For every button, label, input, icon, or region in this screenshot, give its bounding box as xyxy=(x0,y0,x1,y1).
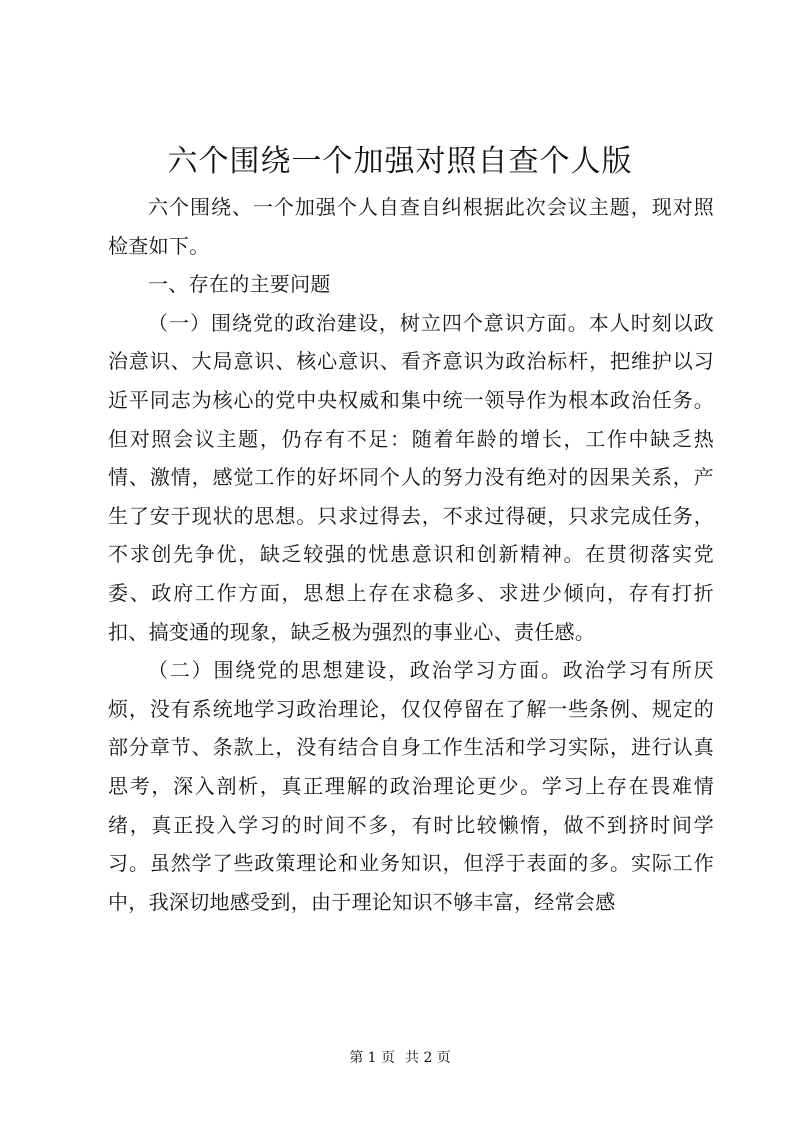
page-number: 第 1 页 xyxy=(349,1050,395,1066)
document-title: 六个围绕一个加强对照自查个人版 xyxy=(167,144,633,179)
page-total: 共 2 页 xyxy=(405,1050,451,1066)
document-body xyxy=(108,188,714,921)
body-paragraph: （二）围绕党的思想建设，政治学习方面。政治学习有所厌烦，没有系统地学习政治理论，仅仅停留在了解一些条例、规定的部分章节、条款上，没有结合自身工作生活和学习实际，进行认真思考，深入剖析，真正理解的政治理论更少。学习上存在畏难情绪，真正投入学习的时间不多，有时比较懒惰，做不到挤时间学习。虽然学了些政策理论和业务知识，但浮于表面的多。实际工作中，我深切地感受到，由于理论知识不够丰富，经常会感 xyxy=(108,658,714,914)
body-paragraph: （一）围绕党的政治建设，树立四个意识方面。本人时刻以政治意识、大局意识、核心意识、看齐意识为政治标杆，把维护以习近平同志为核心的党中央权威和集中统一领导作为根本政治任务。但对照会议主题，仍存有不足：随着年龄的增长，工作中缺乏热情、激情，感觉工作的好坏同个人的努力没有绝对的因果关系，产生了安于现状的思想。只求过得去，不求过得硬，只求完成任务，不求创先争优，缺乏较强的忧患意识和创新精神。在贯彻落实党委、政府工作方面，思想上存在求稳多、求进少倾向，存有打折扣、搞变通的现象，缺乏极为强烈的事业心、责任感。 xyxy=(108,310,714,644)
page-footer xyxy=(0,1048,800,1068)
intro-paragraph: 六个围绕、一个加强个人自查自纠根据此次会议主题，现对照检查如下。 xyxy=(108,195,714,258)
section-heading: 一、存在的主要问题 xyxy=(148,272,331,297)
